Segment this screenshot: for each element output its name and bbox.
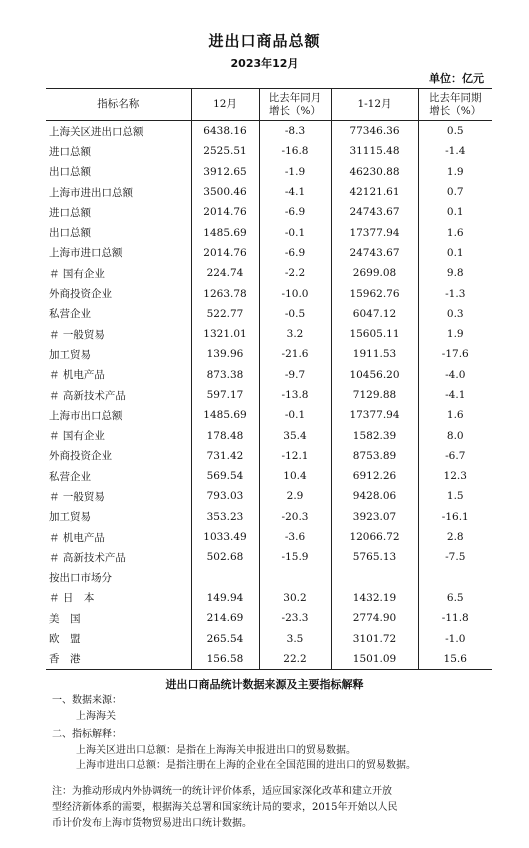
indicator-name-cell: 加工贸易 <box>49 348 91 361</box>
table-row <box>46 344 492 364</box>
indicator-name-cell: 外商投资企业 <box>49 288 112 301</box>
definitions-heading: 二、指标解释： <box>52 729 122 740</box>
ytd-growth-cell: 0.3 <box>418 304 492 324</box>
indicator-name-cell: 香 港 <box>46 649 191 670</box>
table-row <box>46 405 492 425</box>
ytd-value-cell: 31115.48 <box>331 141 418 161</box>
ytd-value-cell: 46230.88 <box>331 162 418 182</box>
month-value-cell: 522.77 <box>191 304 259 324</box>
month-value-cell: 353.23 <box>191 507 259 527</box>
ytd-value-cell: 1432.19 <box>331 588 418 608</box>
month-growth-cell: -2.2 <box>259 263 331 283</box>
month-growth-cell: -6.9 <box>259 243 331 263</box>
month-value-cell: 265.54 <box>191 628 259 648</box>
ytd-growth-cell: 2.8 <box>418 527 492 547</box>
month-growth-cell: -20.3 <box>259 507 331 527</box>
ytd-value-cell: 1501.09 <box>331 649 418 670</box>
month-value-cell: 1263.78 <box>191 283 259 303</box>
table-row <box>46 628 492 648</box>
ytd-growth-cell: -17.6 <box>418 344 492 364</box>
month-growth-cell: -4.1 <box>259 182 331 202</box>
ytd-value-cell: 24743.67 <box>331 243 418 263</box>
month-growth-cell <box>259 568 331 588</box>
ytd-value-cell: 2774.90 <box>331 608 418 628</box>
ytd-value-cell: 7129.88 <box>331 385 418 405</box>
page-title: 进出口商品总额 <box>208 32 321 50</box>
table-row <box>46 162 492 182</box>
month-value-cell: 2525.51 <box>191 141 259 161</box>
ytd-value-cell <box>331 568 418 588</box>
indicator-name-cell: 按出口市场分 <box>49 572 112 585</box>
table-row <box>46 243 492 263</box>
indicator-name-cell: 上海市进口总额 <box>49 247 123 260</box>
ytd-value-cell: 3101.72 <box>331 628 418 648</box>
table-row <box>46 182 492 202</box>
month-value-cell: 2014.76 <box>191 202 259 222</box>
ytd-value-cell: 9428.06 <box>331 486 418 506</box>
ytd-value-cell: 1582.39 <box>331 425 418 445</box>
indicator-name-cell: 美 国 <box>49 612 81 625</box>
indicator-name-cell: 进口总额 <box>49 145 91 158</box>
ytd-growth-cell: 0.1 <box>418 243 492 263</box>
month-value-cell: 224.74 <box>191 263 259 283</box>
ytd-growth-cell: -4.1 <box>418 385 492 405</box>
col-header-month: 12月 <box>191 89 259 121</box>
table-row <box>46 527 492 547</box>
indicator-name-cell: 外商投资企业 <box>49 450 112 463</box>
table-row <box>46 304 492 324</box>
ytd-value-cell: 10456.20 <box>331 365 418 385</box>
col-header-month-growth <box>259 89 331 121</box>
ytd-growth-cell: -6.7 <box>418 446 492 466</box>
indicator-name-cell: 欧 盟 <box>49 633 81 646</box>
month-growth-cell: -16.8 <box>259 141 331 161</box>
definition-city-total: 上海市进出口总额：是指注册在上海的企业在全国范围的进出口的贸易数据。 <box>76 760 416 771</box>
month-growth-cell: 3.2 <box>259 324 331 344</box>
ytd-growth-cell: 8.0 <box>418 425 492 445</box>
table-row <box>46 425 492 445</box>
ytd-value-cell: 24743.67 <box>331 202 418 222</box>
indicator-name-cell: 上海市出口总额 <box>49 409 123 422</box>
unit-label: 单位：亿元 <box>429 72 484 85</box>
month-growth-cell: -23.3 <box>259 608 331 628</box>
ytd-growth-cell: 15.6 <box>418 649 492 670</box>
month-value-cell: 2014.76 <box>191 243 259 263</box>
col-header-line: 增长（%） <box>269 104 321 117</box>
ytd-value-cell: 77346.36 <box>331 121 418 142</box>
ytd-value-cell: 15962.76 <box>331 283 418 303</box>
ytd-growth-cell: -1.4 <box>418 141 492 161</box>
month-value-cell: 156.58 <box>191 649 259 670</box>
month-growth-cell: -0.1 <box>259 405 331 425</box>
month-growth-cell: -10.0 <box>259 283 331 303</box>
indicator-name-cell: 私营企业 <box>49 308 91 321</box>
indicator-name-cell: ＃ 高新技术产品 <box>49 551 126 564</box>
ytd-growth-cell: 6.5 <box>418 588 492 608</box>
indicator-name-cell: ＃ 一般贸易 <box>49 490 105 503</box>
indicator-name-cell: ＃ 一般贸易 <box>49 328 105 341</box>
table-row <box>46 446 492 466</box>
ytd-growth-cell <box>418 568 492 588</box>
indicator-name-cell: ＃ 日 本 <box>49 592 95 605</box>
table-row <box>46 141 492 161</box>
month-growth-cell: -12.1 <box>259 446 331 466</box>
month-value-cell: 502.68 <box>191 547 259 567</box>
month-growth-cell: -9.7 <box>259 365 331 385</box>
report-period: 2023年12月 <box>230 57 299 70</box>
col-header-ytd: 1-12月 <box>331 89 418 121</box>
month-value-cell: 597.17 <box>191 385 259 405</box>
table-row <box>46 283 492 303</box>
table-row <box>46 202 492 222</box>
col-header-line: 比去年同期 <box>429 91 482 104</box>
ytd-value-cell: 12066.72 <box>331 527 418 547</box>
month-growth-cell: -0.1 <box>259 222 331 242</box>
table-row <box>46 222 492 242</box>
ytd-growth-cell: 0.5 <box>418 121 492 142</box>
month-value-cell: 139.96 <box>191 344 259 364</box>
ytd-value-cell: 5765.13 <box>331 547 418 567</box>
source-heading: 一、数据来源： <box>52 695 122 706</box>
indicator-name-cell: 出口总额 <box>49 166 91 179</box>
month-growth-cell: -3.6 <box>259 527 331 547</box>
ytd-value-cell: 8753.89 <box>331 446 418 466</box>
ytd-growth-cell: 1.5 <box>418 486 492 506</box>
table-row <box>46 486 492 506</box>
indicator-name-cell: 出口总额 <box>49 227 91 240</box>
note-line: 币计价发布上海市货物贸易进出口统计数据。 <box>52 818 252 829</box>
ytd-growth-cell: 1.9 <box>418 162 492 182</box>
indicator-name-cell: 上海市进出口总额 <box>49 186 133 199</box>
table-row <box>46 466 492 486</box>
month-value-cell: 3912.65 <box>191 162 259 182</box>
ytd-value-cell: 17377.94 <box>331 405 418 425</box>
ytd-value-cell: 15605.11 <box>331 324 418 344</box>
table-row <box>46 547 492 567</box>
ytd-growth-cell: -11.8 <box>418 608 492 628</box>
table-header-row <box>46 89 492 121</box>
indicator-name-cell: ＃ 机电产品 <box>49 369 105 382</box>
indicator-name-cell: ＃ 机电产品 <box>49 531 105 544</box>
table-row <box>46 365 492 385</box>
month-growth-cell: -6.9 <box>259 202 331 222</box>
month-value-cell: 569.54 <box>191 466 259 486</box>
month-value-cell: 214.69 <box>191 608 259 628</box>
ytd-value-cell: 42121.61 <box>331 182 418 202</box>
table-row <box>46 507 492 527</box>
note-paragraph <box>52 784 492 832</box>
footnote-title: 进出口商品统计数据来源及主要指标解释 <box>165 678 364 691</box>
col-header-ytd-growth <box>418 89 492 121</box>
col-header-line: 比去年同月 <box>268 91 322 104</box>
definition-customs-total: 上海关区进出口总额：是指在上海海关申报进出口的贸易数据。 <box>76 745 356 756</box>
col-header-indicator: 指标名称 <box>46 89 191 121</box>
ytd-growth-cell: -7.5 <box>418 547 492 567</box>
ytd-value-cell: 3923.07 <box>331 507 418 527</box>
month-growth-cell: -1.9 <box>259 162 331 182</box>
ytd-value-cell: 17377.94 <box>331 222 418 242</box>
table-row <box>46 649 492 670</box>
indicator-name-cell: ＃ 高新技术产品 <box>49 389 126 402</box>
month-value-cell: 793.03 <box>191 486 259 506</box>
indicator-name-cell: 私营企业 <box>49 470 91 483</box>
table-row <box>46 324 492 344</box>
month-value-cell: 178.48 <box>191 425 259 445</box>
ytd-growth-cell: -1.0 <box>418 628 492 648</box>
ytd-growth-cell: -4.0 <box>418 365 492 385</box>
month-value-cell: 1485.69 <box>191 405 259 425</box>
month-growth-cell: 10.4 <box>259 466 331 486</box>
month-growth-cell: -21.6 <box>259 344 331 364</box>
indicator-name-cell: ＃ 国有企业 <box>49 267 105 280</box>
trade-statistics-table <box>46 88 492 670</box>
ytd-value-cell: 1911.53 <box>331 344 418 364</box>
month-growth-cell: -8.3 <box>259 121 331 142</box>
ytd-growth-cell: 1.6 <box>418 405 492 425</box>
table-row <box>46 263 492 283</box>
table-row <box>46 385 492 405</box>
col-header-line: 增长（%） <box>429 104 482 117</box>
month-value-cell: 149.94 <box>191 588 259 608</box>
month-value-cell: 1033.49 <box>191 527 259 547</box>
month-value-cell: 1485.69 <box>191 222 259 242</box>
table-row <box>46 568 492 588</box>
month-value-cell: 1321.01 <box>191 324 259 344</box>
ytd-growth-cell: 9.8 <box>418 263 492 283</box>
month-value-cell <box>191 568 259 588</box>
ytd-growth-cell: 1.6 <box>418 222 492 242</box>
month-growth-cell: 35.4 <box>259 425 331 445</box>
table-row <box>46 608 492 628</box>
indicator-name-cell: 加工贸易 <box>49 511 91 524</box>
month-growth-cell: 3.5 <box>259 628 331 648</box>
ytd-growth-cell: 1.9 <box>418 324 492 344</box>
table-row <box>46 588 492 608</box>
ytd-value-cell: 2699.08 <box>331 263 418 283</box>
month-growth-cell: -15.9 <box>259 547 331 567</box>
indicator-name-cell: ＃ 国有企业 <box>49 430 105 443</box>
indicator-name-cell: 上海关区进出口总额 <box>49 125 144 138</box>
ytd-growth-cell: 0.7 <box>418 182 492 202</box>
month-value-cell: 6438.16 <box>191 121 259 142</box>
month-growth-cell: -0.5 <box>259 304 331 324</box>
table-row <box>46 121 492 142</box>
ytd-growth-cell: 12.3 <box>418 466 492 486</box>
note-line: 型经济新体系的需要，根据海关总署和国家统计局的要求，2015年开始以人民 <box>52 802 398 813</box>
month-growth-cell: -13.8 <box>259 385 331 405</box>
ytd-value-cell: 6912.26 <box>331 466 418 486</box>
ytd-growth-cell: 0.1 <box>418 202 492 222</box>
ytd-growth-cell: -16.1 <box>418 507 492 527</box>
ytd-growth-cell: -1.3 <box>418 283 492 303</box>
month-growth-cell: 22.2 <box>259 649 331 670</box>
month-value-cell: 3500.46 <box>191 182 259 202</box>
month-growth-cell: 30.2 <box>259 588 331 608</box>
indicator-name-cell: 进口总额 <box>49 206 91 219</box>
source-value: 上海海关 <box>76 711 116 722</box>
month-growth-cell: 2.9 <box>259 486 331 506</box>
month-value-cell: 731.42 <box>191 446 259 466</box>
ytd-value-cell: 6047.12 <box>331 304 418 324</box>
note-line: 注：为推动形成内外协调统一的统计评价体系，适应国家深化改革和建立开放 <box>52 786 392 797</box>
month-value-cell: 873.38 <box>191 365 259 385</box>
